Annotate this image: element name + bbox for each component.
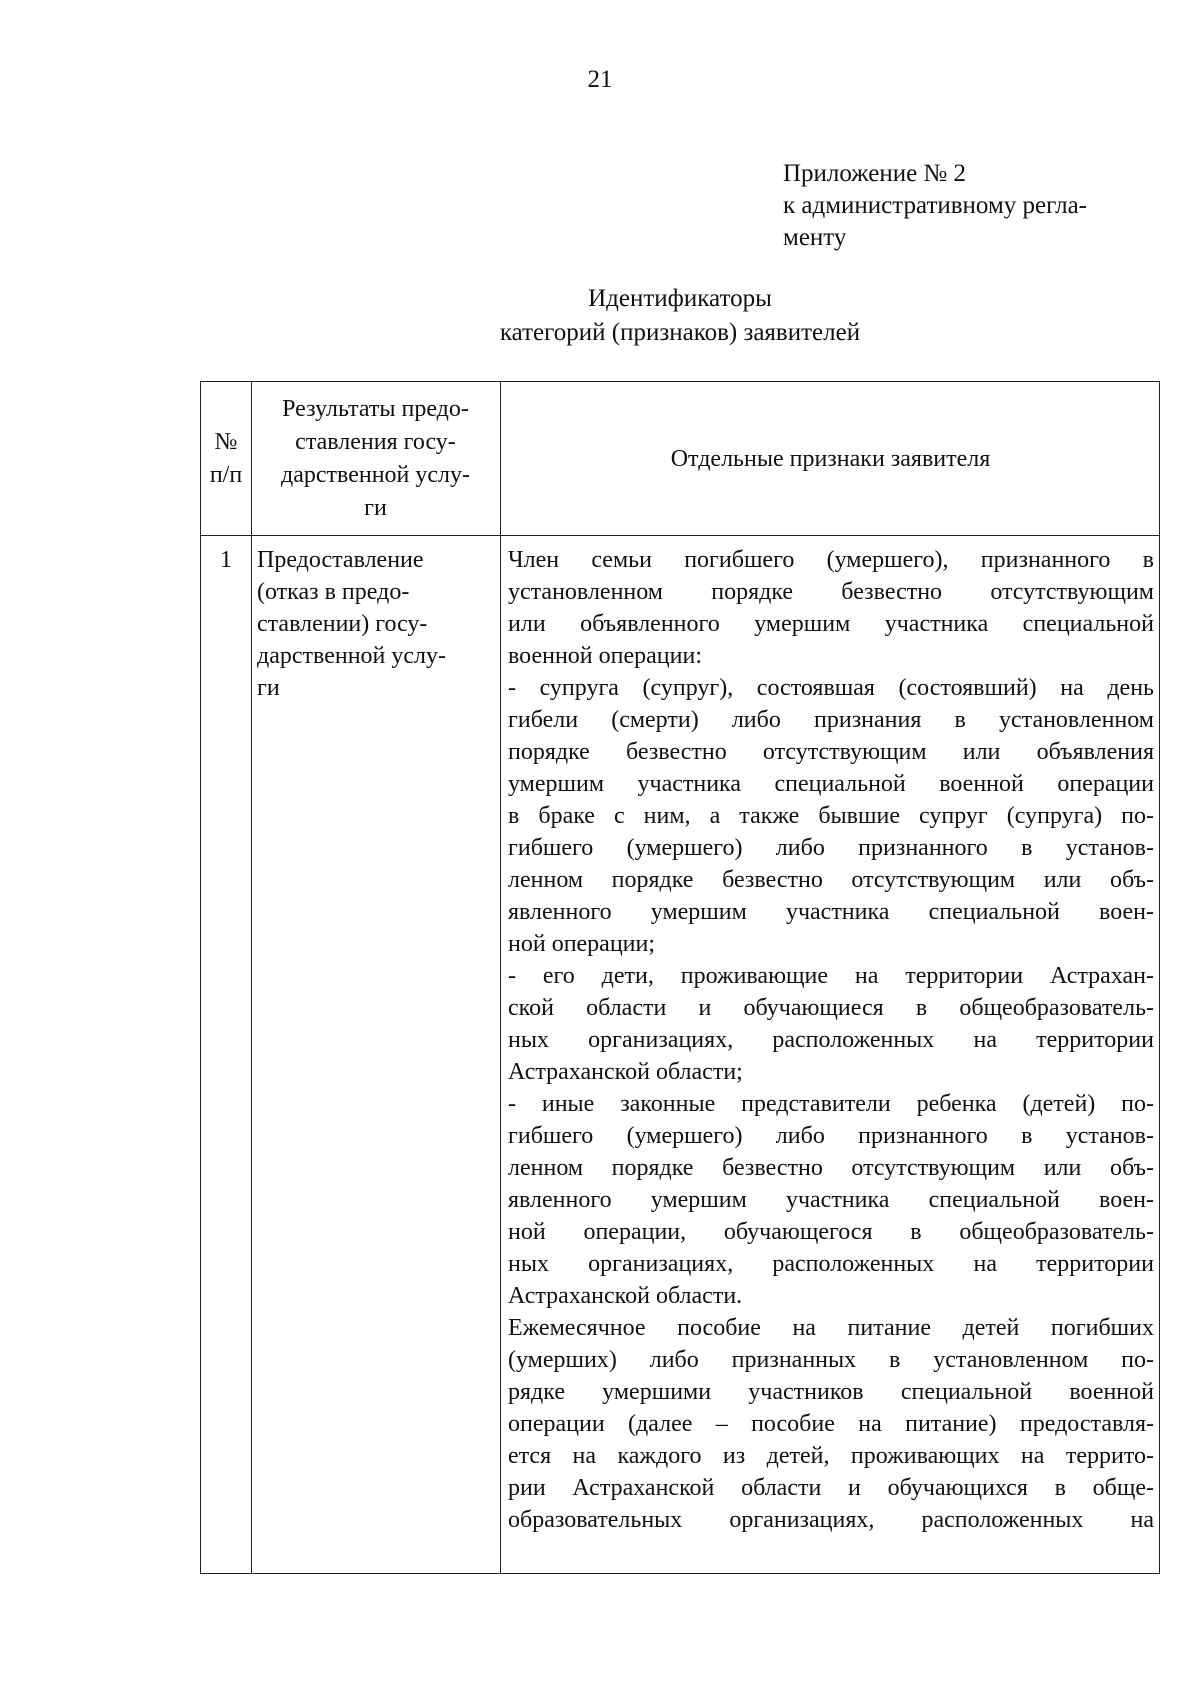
row-sign-line: Астраханской области; [508, 1059, 743, 1085]
row-sign-line: - супруга (супруг), состоявшая (состоявший) на день [508, 675, 1154, 701]
row-sign-line: установленном порядке безвестно отсутствующим [508, 579, 1154, 605]
row-sign-line: гибшего (умершего) либо признанного в установ- [508, 1123, 1154, 1149]
row-sign-line: рии Астраханской области и обучающихся в обще- [508, 1475, 1154, 1501]
column-divider [251, 382, 252, 1573]
row-sign-line: ленном порядке безвестно отсутствующим или объ- [508, 867, 1154, 893]
page-number: 21 [587, 66, 613, 93]
title-line-2: категорий (признаков) заявителей [499, 319, 861, 346]
row-sign-line: в браке с ним, а также бывшие супруг (супруга) по- [508, 803, 1154, 829]
header-number-cell [201, 382, 251, 535]
row-sign-line: ных организациях, расположенных на территории [508, 1027, 1154, 1053]
row-sign-line: ной операции; [508, 931, 656, 957]
header-signs-label: Отдельные признаки заявителя [670, 445, 991, 472]
header-results-cell [251, 382, 500, 535]
row-sign-line: умершим участника специальной военной операции [508, 771, 1154, 797]
header-number-line: п/п [209, 461, 243, 488]
header-divider [201, 535, 1159, 536]
row-signs-cell [508, 544, 1154, 1536]
row-sign-line: ленном порядке безвестно отсутствующим или объ- [508, 1155, 1154, 1181]
row-sign-line: ной операции, обучающегося в общеобразователь- [508, 1219, 1154, 1245]
row-sign-line: образовательных организациях, расположенных на [508, 1507, 1154, 1533]
applicant-categories-table [200, 381, 1160, 1574]
row-sign-line: операции (далее – пособие на питание) предоставля- [508, 1411, 1154, 1437]
header-number-line: № [214, 428, 238, 455]
row-result-line: дарственной услу- [257, 643, 446, 669]
row-sign-line: Астраханской области. [508, 1283, 743, 1309]
row-sign-line: - иные законные представители ребенка (детей) по- [508, 1091, 1154, 1117]
row-result-line: Предоставление [257, 547, 424, 573]
document-title [200, 282, 1160, 350]
title-line-1: Идентификаторы [588, 285, 772, 312]
row-sign-line: гибели (смерти) либо признания в установленном [508, 707, 1154, 733]
row-sign-line: явленного умершим участника специальной воен- [508, 1187, 1154, 1213]
row-sign-line: ской области и обучающиеся в общеобразователь- [508, 995, 1154, 1021]
header-results-line: ги [364, 494, 387, 521]
row-sign-line: гибшего (умершего) либо признанного в установ- [508, 835, 1154, 861]
row-sign-line: - его дети, проживающие на территории Астрахан- [508, 963, 1154, 989]
appendix-line: к административному регла- [783, 192, 1088, 219]
column-divider [500, 382, 501, 1573]
header-results-line: дарственной услу- [281, 461, 470, 488]
row-sign-line: рядке умершими участников специальной военной [508, 1379, 1154, 1405]
appendix-line: Приложение № 2 [783, 160, 967, 187]
row-sign-line: явленного умершим участника специальной воен- [508, 899, 1154, 925]
row-sign-line: ных организациях, расположенных на территории [508, 1251, 1154, 1277]
row-result-line: ги [257, 675, 280, 701]
row-sign-line: военной операции: [508, 643, 702, 669]
header-results-line: Результаты предо- [282, 395, 469, 422]
row-number-cell: 1 [220, 547, 232, 573]
appendix-line: менту [783, 224, 847, 251]
row-sign-line: (умерших) либо признанных в установленном по- [508, 1347, 1154, 1373]
row-result-cell [257, 544, 493, 704]
row-sign-line: Ежемесячное пособие на питание детей погибших [508, 1315, 1154, 1341]
row-sign-line: порядке безвестно отсутствующим или объявления [508, 739, 1154, 765]
header-signs-cell [500, 382, 1161, 535]
row-sign-line: Член семьи погибшего (умершего), признанного в [508, 547, 1154, 573]
row-result-line: ставлении) госу- [257, 611, 428, 637]
row-sign-line: ется на каждого из детей, проживающих на террито- [508, 1443, 1154, 1469]
appendix-note [783, 158, 1163, 254]
row-sign-line: или объявленного умершим участника специальной [508, 611, 1154, 637]
header-results-line: ставления госу- [295, 428, 456, 455]
row-result-line: (отказ в предо- [257, 579, 410, 605]
